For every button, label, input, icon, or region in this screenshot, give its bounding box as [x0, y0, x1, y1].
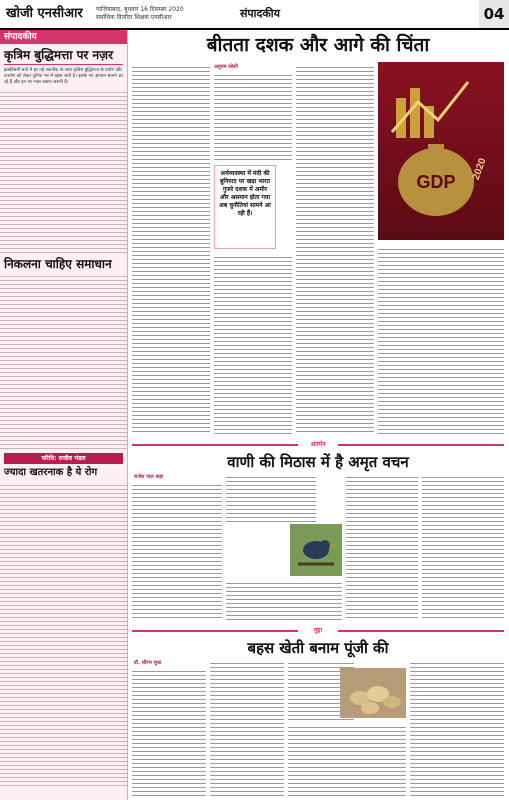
pull-quote: अर्थव्यवस्था में मंदी की बुनियाद पर खड़ा भारत गुजरे दशक में अमीर और असमान होता गया अब चुनौतियां सामने आ रही हैं।: [214, 165, 276, 249]
column-body-filler: [0, 482, 127, 788]
editorial-column: [0, 30, 128, 800]
antarmann-headline: वाणी की मिठास में है अमृत वचन: [227, 453, 409, 471]
bird-photo: [290, 524, 342, 576]
main-headline: बीतता दशक और आगे की चिंता: [206, 34, 430, 56]
article-text-col-1: [132, 64, 210, 434]
antarmann-text-col-1: [132, 482, 222, 620]
antarmann-text-col-4: [422, 474, 504, 620]
potato-photo: [340, 668, 406, 718]
mudda-text-col-3b: [288, 724, 406, 796]
editorial-subheadline: निकलना चाहिए समाधान: [4, 257, 112, 271]
article-text-col-2: [214, 72, 292, 160]
year-label: 2020: [470, 156, 489, 182]
antarmann-text-col-2b: [226, 580, 342, 620]
column-headline: ज्यादा खतरनाक है ये रोग: [4, 467, 98, 478]
article-text-col-4: [378, 246, 504, 434]
antarmann-label: अंतर्मन: [298, 440, 338, 450]
editorial-headline: कृत्रिम बुद्धिमत्ता पर नज़र: [4, 48, 113, 62]
antarmann-band: [132, 440, 504, 450]
mudda-text-col-1: [132, 668, 206, 796]
antarmann-text-col-3: [346, 474, 418, 620]
section-title: संपादकीय: [239, 7, 281, 20]
article-text-col-3: [296, 64, 374, 434]
article-text-col-2b: [214, 254, 292, 434]
bird-icon: [290, 524, 342, 576]
dateline-subtitle: सर्वाधिक वितरित शिक्षक एनसीआर: [96, 14, 172, 21]
mudda-text-col-2: [210, 660, 284, 796]
editorial-body-filler: [0, 89, 127, 255]
mudda-text-col-4: [410, 660, 504, 796]
antarmann-text-col-2: [226, 474, 316, 524]
mudda-headline: बहस खेती बनाम पूंजी की: [247, 639, 389, 657]
gdp-illustration: [378, 62, 504, 240]
dateline: [96, 6, 184, 22]
column-byline: परिधि: राजीव भंडल: [4, 453, 123, 464]
newspaper-brand: खोजी एनसीआर: [6, 6, 83, 21]
editorial-body: इक्कीसवीं सदी में हर नई तकनीक के साथ कृत्रिम बुद्धिमत्ता के प्रयोग और उपयोग को लेकर दुनिया भर में बहस जारी है। इसके नए आयाम सामने आ रहे हैं और इन पर नजर रखना जरूरी है।: [4, 68, 123, 85]
mudda-label: मुद्दा: [298, 626, 338, 636]
editorial-body-filler-2: [0, 273, 127, 449]
editorial-band: संपादकीय: [0, 30, 127, 44]
mudda-byline: डॉ. सौरभ सुधा: [134, 660, 162, 666]
dateline-date: गाज़ियाबाद, बुधवार 16 दिसम्बर 2020: [96, 6, 184, 13]
page-number: 04: [479, 0, 509, 28]
mudda-band: [132, 626, 504, 636]
gdp-label: GDP: [416, 172, 456, 192]
masthead: [0, 0, 509, 30]
antarmann-byline: राजेश पाल कड़ा: [134, 474, 164, 480]
article-byline: अनुपम जोशी: [214, 64, 238, 70]
harvest-icon: [340, 668, 406, 718]
gdp-graphic: [378, 62, 504, 240]
